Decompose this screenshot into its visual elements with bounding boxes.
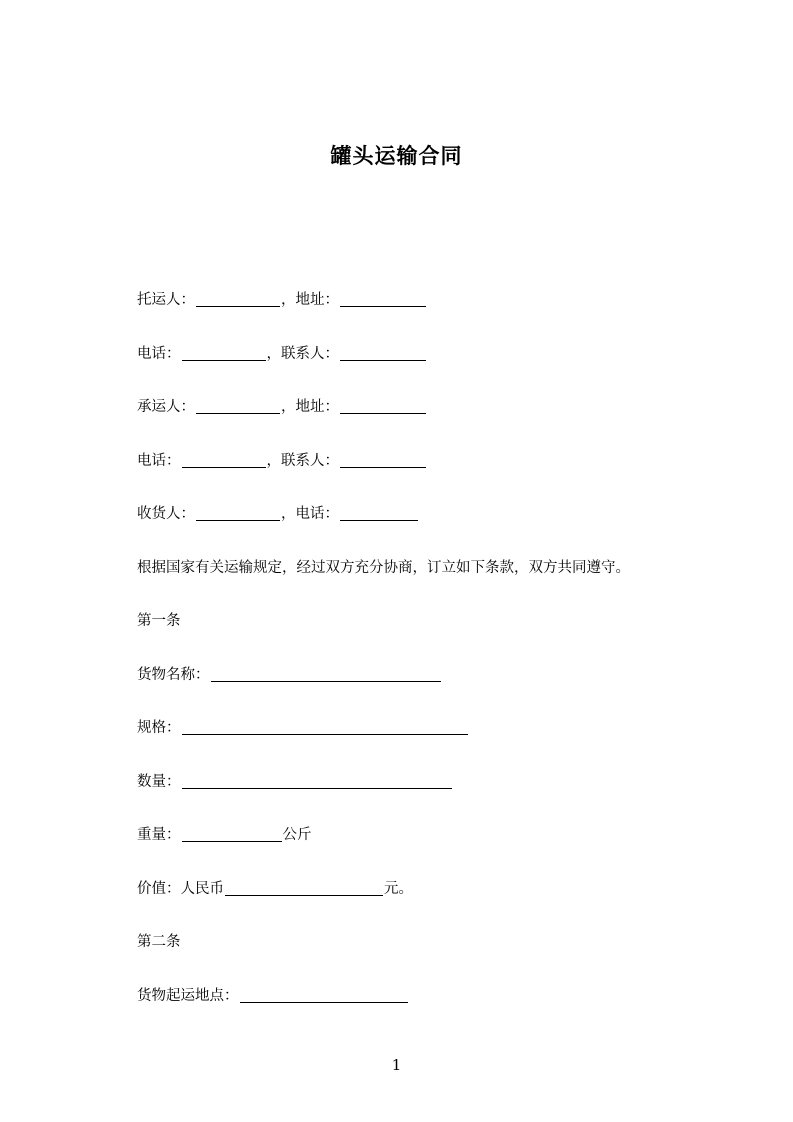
spec-line	[137, 718, 469, 738]
carrier-line	[137, 397, 427, 417]
origin-line	[137, 986, 409, 1006]
weight-line	[137, 825, 312, 845]
carrier-name-field[interactable]	[196, 399, 280, 414]
origin-field[interactable]	[240, 988, 408, 1003]
shipper-name-field[interactable]	[196, 292, 280, 307]
spec-label: 规格：	[137, 720, 181, 736]
carrier-contact-field[interactable]	[340, 453, 426, 468]
value-label: 价值：人民币	[137, 881, 224, 897]
carrier-label: 承运人：	[137, 399, 195, 415]
separator: ，	[281, 399, 296, 415]
separator: ，	[281, 292, 296, 308]
value-field[interactable]	[225, 881, 383, 896]
shipper-label: 托运人：	[137, 292, 195, 308]
consignee-name-field[interactable]	[196, 506, 280, 521]
goods-name-line	[137, 665, 442, 685]
shipper-contact-line	[137, 344, 427, 364]
consignee-label: 收货人：	[137, 506, 195, 522]
shipper-address-label: 地址：	[295, 292, 339, 308]
carrier-contact-line	[137, 451, 427, 471]
article-2-heading: 第二条	[137, 934, 181, 950]
value-line	[137, 879, 413, 899]
value-unit: 元。	[384, 881, 413, 897]
goods-name-field[interactable]	[211, 667, 441, 682]
consignee-phone-label: 电话：	[295, 506, 339, 522]
shipper-phone-label: 电话：	[137, 346, 181, 362]
separator: ，	[266, 346, 281, 362]
weight-field[interactable]	[182, 827, 282, 842]
weight-label: 重量：	[137, 827, 181, 843]
quantity-field[interactable]	[182, 774, 452, 789]
weight-unit: 公斤	[282, 827, 312, 843]
origin-label: 货物起运地点：	[137, 988, 239, 1004]
document-title: 罐头运输合同	[330, 144, 463, 168]
shipper-contact-field[interactable]	[340, 346, 426, 361]
separator: ，	[281, 506, 296, 522]
preamble-paragraph: 根据国家有关运输规定，经过双方充分协商，订立如下条款，双方共同遵守。	[137, 560, 630, 576]
carrier-phone-field[interactable]	[182, 453, 266, 468]
quantity-line	[137, 772, 453, 792]
quantity-label: 数量：	[137, 774, 181, 790]
carrier-phone-label: 电话：	[137, 453, 181, 469]
consignee-line	[137, 504, 419, 524]
carrier-address-label: 地址：	[295, 399, 339, 415]
carrier-address-field[interactable]	[340, 399, 426, 414]
page-number: 1	[391, 1056, 402, 1074]
consignee-phone-field[interactable]	[340, 506, 418, 521]
separator: ，	[266, 453, 281, 469]
shipper-contact-label: 联系人：	[281, 346, 339, 362]
article-1-heading: 第一条	[137, 613, 181, 629]
shipper-phone-field[interactable]	[182, 346, 266, 361]
spec-field[interactable]	[182, 720, 468, 735]
shipper-line	[137, 290, 427, 310]
goods-name-label: 货物名称：	[137, 667, 210, 683]
shipper-address-field[interactable]	[340, 292, 426, 307]
carrier-contact-label: 联系人：	[281, 453, 339, 469]
